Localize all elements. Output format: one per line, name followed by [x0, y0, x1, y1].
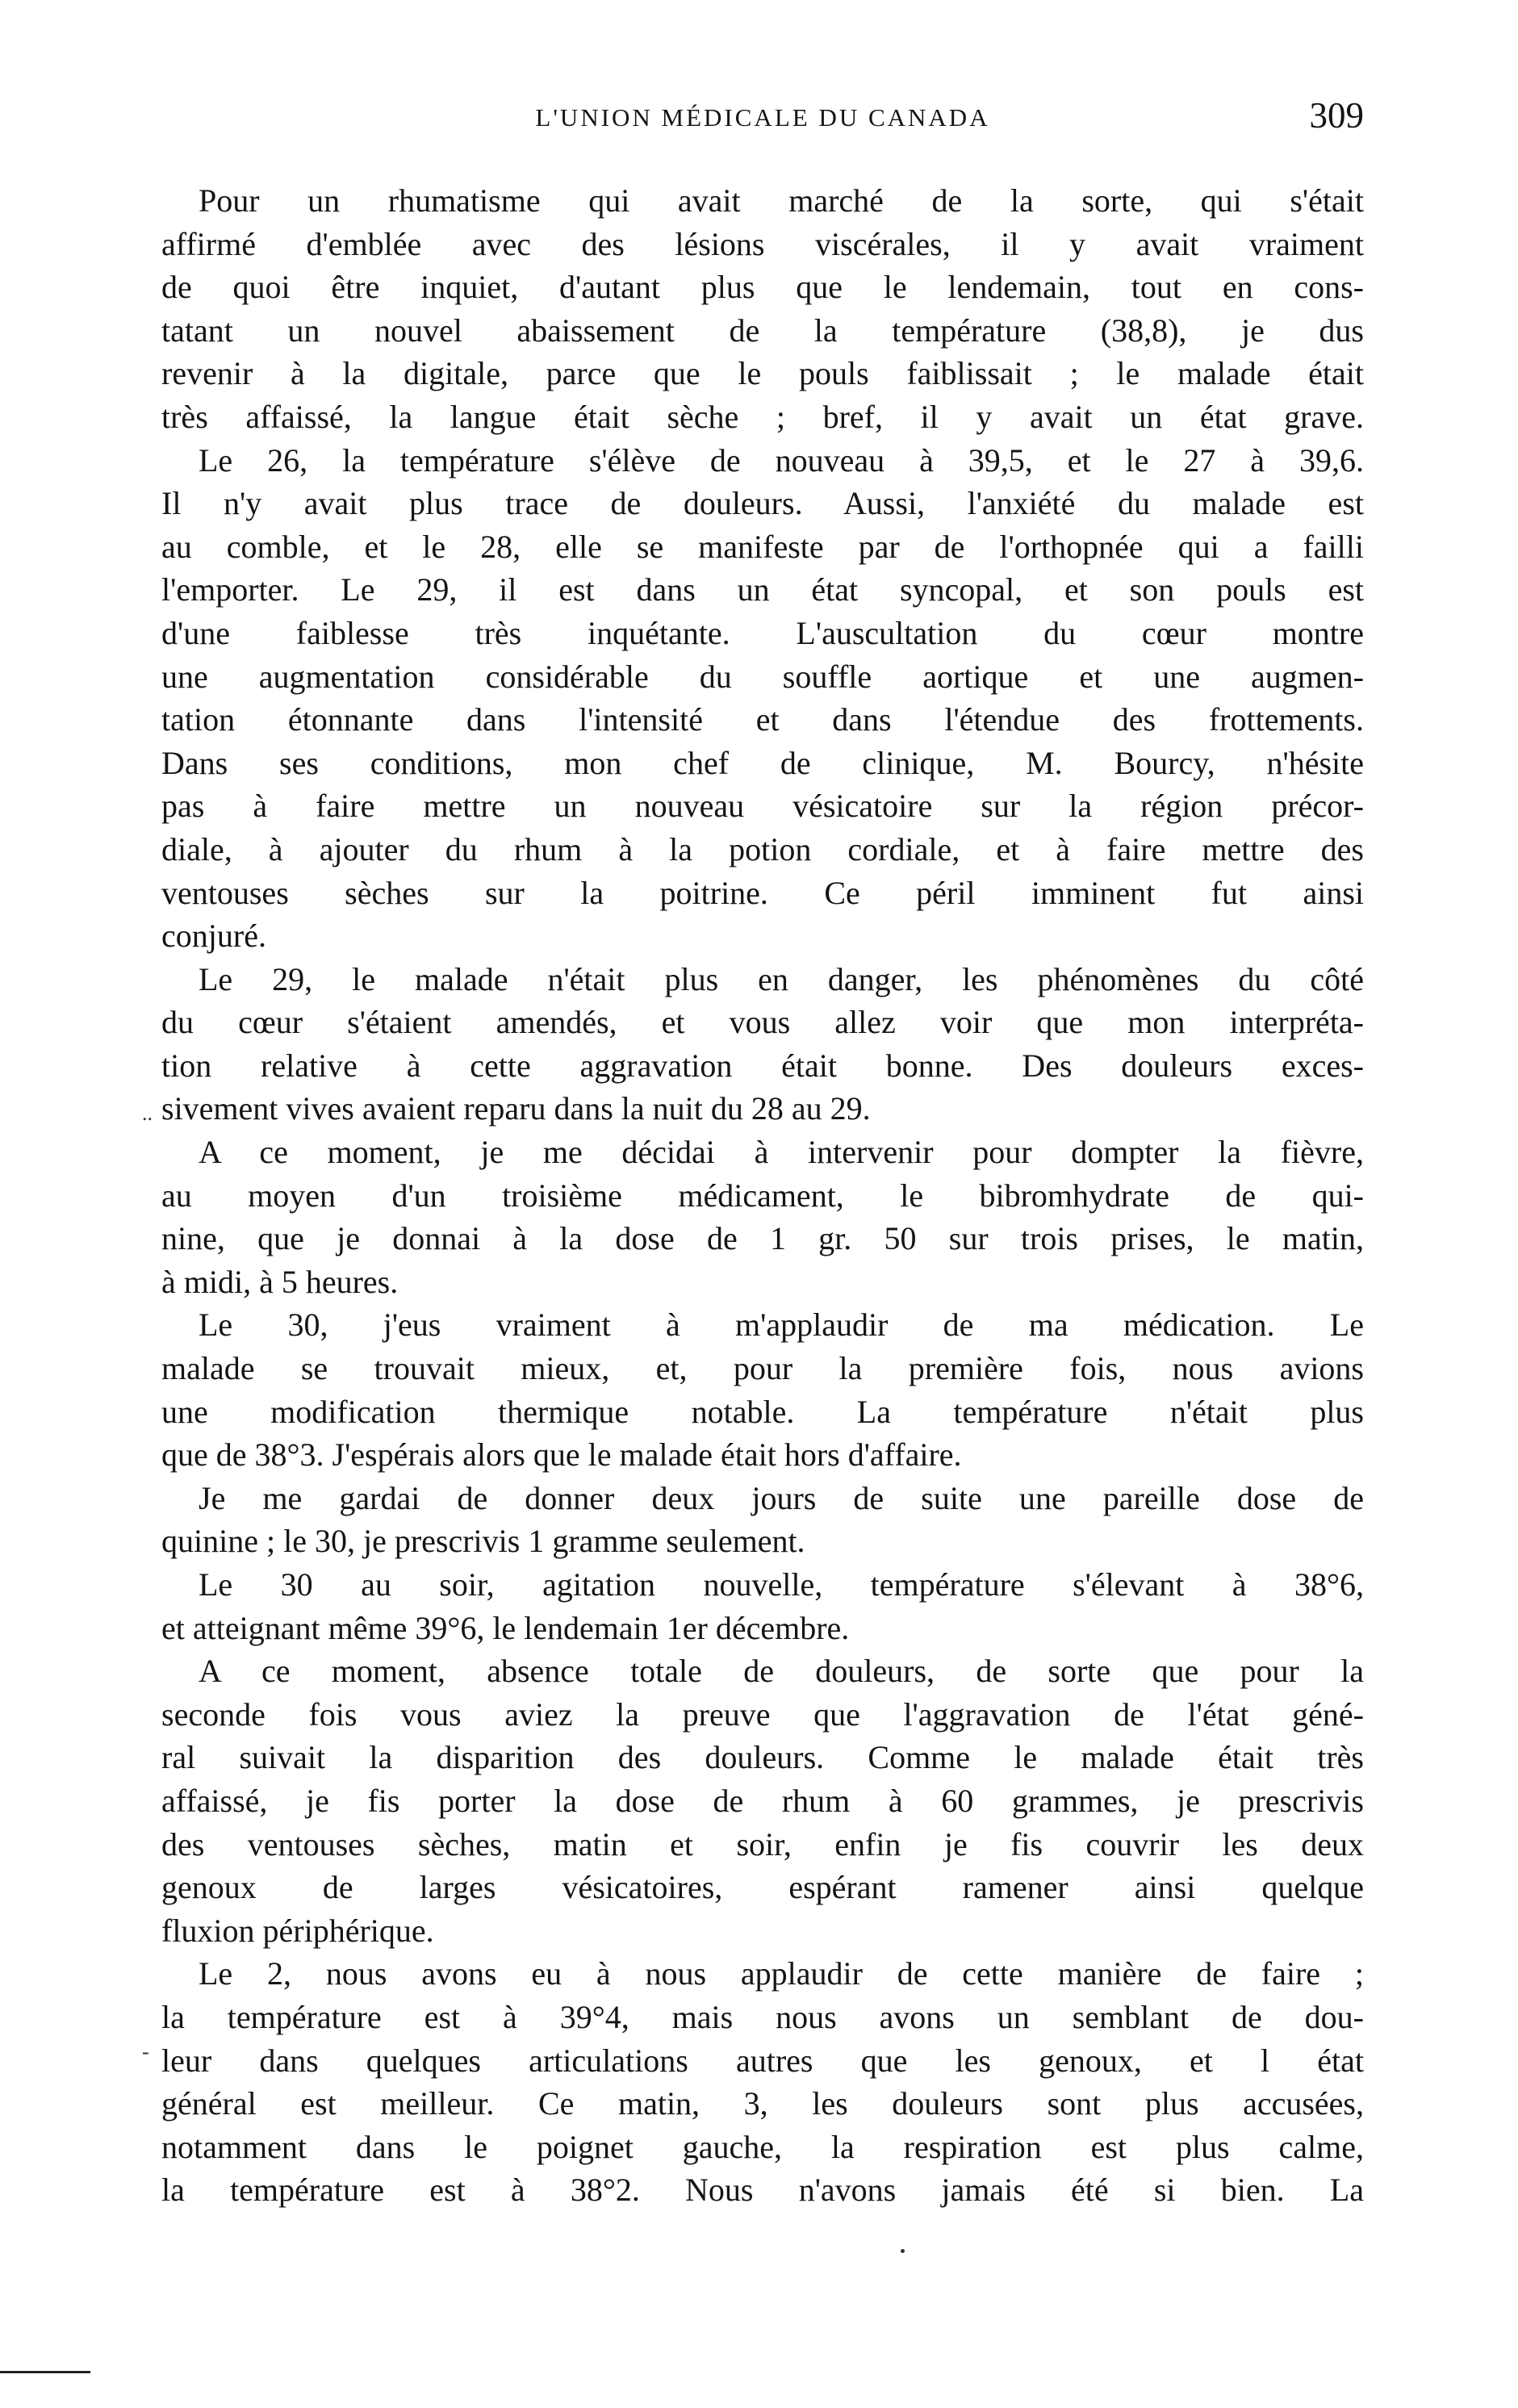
text-line: fluxion périphérique. [161, 1912, 434, 1949]
text-line: la température est à 39°4, mais nous avons un semblant de dou- [161, 1998, 1364, 2035]
text-line: Le 30 au soir, agitation nouvelle, température s'élevant à 38°6, [199, 1566, 1364, 1603]
text-line: Le 26, la température s'élève de nouveau à 39,5, et le 27 à 39,6. [199, 441, 1364, 479]
text-line: et atteignant même 39°6, le lendemain 1er décembre. [161, 1609, 850, 1646]
text-line: pas à faire mettre un nouveau vésicatoire sur la région précor- [161, 788, 1364, 825]
text-line: ral suivait la disparition des douleurs. Comme le malade était très [161, 1739, 1364, 1776]
text-line: tion relative à cette aggravation était bonne. Des douleurs exces- [161, 1047, 1364, 1084]
text-line: une augmentation considérable du souffle aortique et une augmen- [161, 658, 1364, 695]
text-line: au moyen d'un troisième médicament, le bibromhydrate de qui- [161, 1177, 1364, 1214]
text-line: à midi, à 5 heures. [161, 1263, 399, 1300]
text-line: Le 30, j'eus vraiment à m'applaudir de ma médication. Le [199, 1306, 1364, 1344]
text-line: Le 29, le malade n'était plus en danger, les phénomènes du côté [199, 960, 1364, 997]
text-line: sivement vives avaient reparu dans la nuit du 28 au 29. [161, 1090, 871, 1127]
text-line: une modification thermique notable. La température n'était plus [161, 1393, 1364, 1430]
text-line: Le 2, nous avons eu à nous applaudir de cette manière de faire ; [199, 1955, 1364, 1992]
text-line: de quoi être inquiet, d'autant plus que le lendemain, tout en cons- [161, 269, 1364, 306]
text-line: malade se trouvait mieux, et, pour la première fois, nous avions [161, 1350, 1364, 1387]
text-line: tation étonnante dans l'intensité et dans l'étendue des frottements. [161, 701, 1364, 738]
text-line: ventouses sèches sur la poitrine. Ce péril imminent fut ainsi [161, 874, 1364, 911]
text-line: très affaissé, la langue était sèche ; bref, il y avait un état grave. [161, 398, 1364, 435]
text-line: notamment dans le poignet gauche, la respiration est plus calme, [161, 2128, 1364, 2165]
footer-rule [0, 2371, 90, 2373]
text-line: Dans ses conditions, mon chef de clinique, M. Bourcy, n'hésite [161, 744, 1364, 781]
text-line: la température est à 38°2. Nous n'avons jamais été si bien. La [161, 2172, 1364, 2209]
text-line: revenir à la digitale, parce que le pouls faiblissait ; le malade était [161, 355, 1364, 392]
text-line: A ce moment, absence totale de douleurs, de sorte que pour la [199, 1653, 1364, 1690]
text-line: nine, que je donnai à la dose de 1 gr. 50 sur trois prises, le matin, [161, 1220, 1364, 1257]
text-line: d'une faiblesse très inquétante. L'auscultation du cœur montre [161, 614, 1364, 651]
text-line: l'emporter. Le 29, il est dans un état syncopal, et son pouls est [161, 571, 1364, 608]
text-line: affaissé, je fis porter la dose de rhum à 60 grammes, je prescrivis [161, 1782, 1364, 1819]
text-line: quinine ; le 30, je prescrivis 1 gramme seulement. [161, 1523, 805, 1560]
text-line: genoux de larges vésicatoires, espérant ramener ainsi quelque [161, 1869, 1364, 1906]
text-line: A ce moment, je me décidai à intervenir pour dompter la fièvre, [199, 1134, 1364, 1171]
text-line: général est meilleur. Ce matin, 3, les douleurs sont plus accusées, [161, 2085, 1364, 2122]
running-title: L'UNION MÉDICALE DU CANADA [535, 103, 990, 132]
text-line: affirmé d'emblée avec des lésions viscérales, il y avait vraiment [161, 225, 1364, 262]
page-number: 309 [1309, 95, 1364, 136]
page-header [161, 95, 1364, 144]
body-text [161, 179, 1364, 2212]
margin-mark: - [142, 2040, 149, 2063]
text-line: du cœur s'étaient amendés, et vous allez voir que mon interpréta- [161, 1004, 1364, 1041]
text-line: au comble, et le 28, elle se manifeste par de l'orthopnée qui a failli [161, 528, 1364, 565]
text-line: que de 38°3. J'espérais alors que le malade était hors d'affaire. [161, 1436, 962, 1474]
text-line: Je me gardai de donner deux jours de suite une pareille dose de [199, 1479, 1364, 1516]
text-line: des ventouses sèches, matin et soir, enfin je fis couvrir les deux [161, 1825, 1364, 1862]
text-line: seconde fois vous aviez la preuve que l'aggravation de l'état géné- [161, 1695, 1364, 1733]
text-line: conjuré. [161, 918, 266, 955]
print-speck [901, 2249, 905, 2253]
text-line: Il n'y avait plus trace de douleurs. Aussi, l'anxiété du malade est [161, 485, 1364, 522]
margin-mark: .. [142, 1102, 153, 1125]
text-line: Pour un rhumatisme qui avait marché de la sorte, qui s'était [199, 182, 1364, 219]
text-line: diale, à ajouter du rhum à la potion cordiale, et à faire mettre des [161, 830, 1364, 867]
text-line: leur dans quelques articulations autres que les genoux, et l état [161, 2042, 1364, 2079]
text-line: tatant un nouvel abaissement de la température (38,8), je dus [161, 311, 1364, 349]
